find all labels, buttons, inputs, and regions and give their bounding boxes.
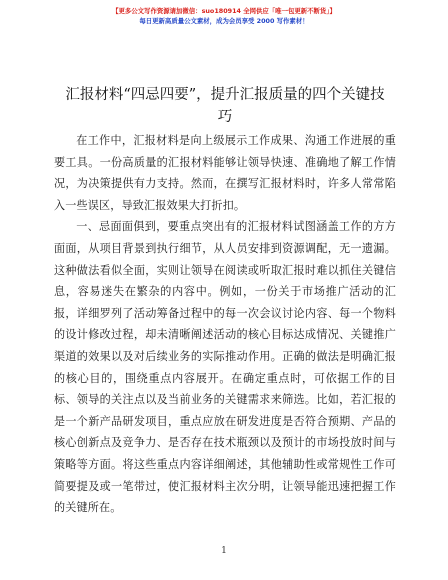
document-title: 汇报材料“四忌四要”，提升汇报质量的四个关键技巧 xyxy=(65,87,385,125)
section-one-paragraph: 一、忌面面俱到，要重点突出有的汇报材料试图涵盖工作的方方面面，从项目背景到执行细节，从人员安排到资源调配，无一遗漏。这种做法看似全面，实则让领导在阅读或听取汇报时难以抓住关键信息，容易迷失在繁杂的内容中。例如，一份关于市场推广活动的汇报，详细罗列了活动筹备过程中的每一次会议讨论内容、每一个物料的设计修改过程，却未清晰阐述活动的核心目标达成情况、关键推广渠道的效果以及对后续业务的实际推动作用。正确的做法是明确汇报的核心目的，围绕重点内容展开。在确定重点时，可依据工作的目标、领导的关注点以及当前业务的关键需求来筛选。比如，若汇报的是一个新产品研发项目，重点应放在研发进度是否符合预期、产品的核心创新点及竞争力、是否存在技术瓶颈以及预计的市场投放时间与策略等方面。将这些重点内容详细阐述，其他辅助性或常规性工作可简要提及或一笔带过，使汇报材料主次分明，让领导能迅速把握工作的关键所在。 xyxy=(54,220,396,515)
page-number: 1 xyxy=(221,546,227,556)
banner-member-line: 每日更新高质量公文素材，成为会员享受 2000 写作素材！ xyxy=(139,17,309,25)
banner-promo-line: 【更多公文写作资源请加微信：suo180914 全网供应「唯一包更新不断货」】 xyxy=(112,7,336,15)
header-banner xyxy=(0,6,448,26)
intro-paragraph: 在工作中，汇报材料是向上级展示工作成果、沟通工作进展的重要工具。一份高质量的汇报材料能够让领导快速、准确地了解工作情况，为决策提供有力支持。然而，在撰写汇报材料时，许多人常常陷入一些误区，导致汇报效果大打折扣。 xyxy=(54,134,396,212)
document-body xyxy=(54,130,396,519)
